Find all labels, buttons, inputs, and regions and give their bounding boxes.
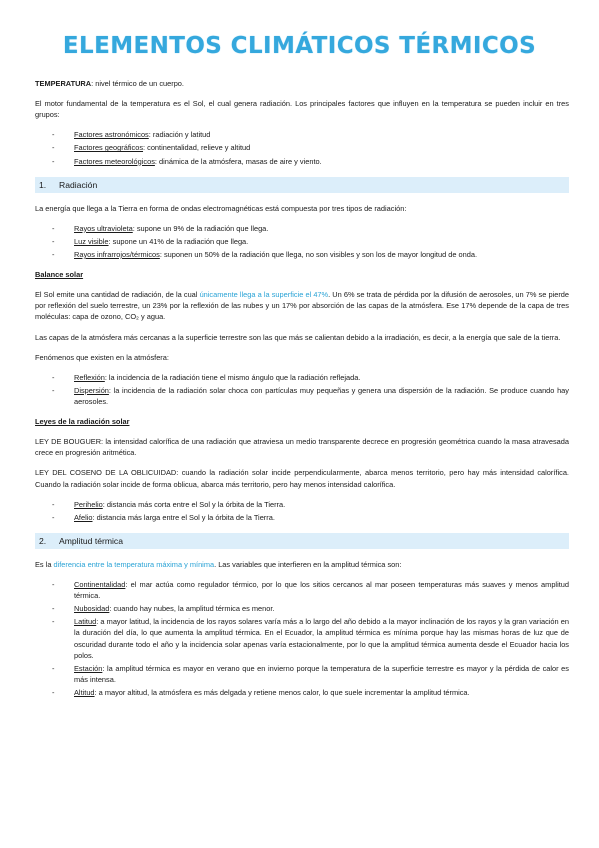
rays-list (35, 223, 569, 260)
dash-bullet-icon: - (52, 385, 55, 395)
highlight-text: diferencia entre la temperatura máxima y mínima (53, 559, 215, 569)
dash-bullet-icon: - (52, 236, 55, 246)
dash-bullet-icon: - (52, 130, 55, 140)
dash-bullet-icon: - (52, 604, 55, 614)
list-item: - Perihelio: distancia más corta entre el Sol y la órbita de la Tierra. (52, 499, 286, 509)
section-heading-amplitud: 2. Amplitud térmica (35, 533, 569, 549)
list-item: - Factores meteorológicos: dinámica de la atmósfera, masas de aire y viento. (52, 156, 322, 166)
list-item: - Factores astronómicos: radiación y latitud (52, 130, 211, 140)
phenomena-list (35, 372, 569, 407)
document-title: ELEMENTOS CLIMÁTICOS TÉRMICOS (62, 33, 537, 59)
variables-list (35, 579, 569, 698)
list-item: - Dispersión: la incidencia de la radiación solar choca con partículas muy pequeñas y genera una dispersión de la radiación. Se produce cuando hay aerosoles. (52, 385, 569, 406)
factors-list (35, 129, 569, 166)
coseno-paragraph: LEY DEL COSENO DE LA OBLICUIDAD: cuando la radiación solar incide perpendicularmente, abarca menos territorio, pero hay más intensidad calorífica. Cuando la radiación solar incide de forma oblicua, abarca más territorio, pero hay menos intensidad calorífica. (35, 468, 569, 489)
dash-bullet-icon: - (52, 687, 55, 697)
motor-paragraph: El motor fundamental de la temperatura es el Sol, el cual genera radiación. Los principales factores que influyen en la temperatura se pueden incluir en tres grupos: (35, 99, 569, 120)
dash-bullet-icon: - (52, 372, 55, 382)
document-body (35, 78, 569, 707)
balance-solar-heading: Balance solar (35, 270, 84, 280)
dash-bullet-icon: - (52, 143, 55, 153)
list-item: - Factores geográficos: continentalidad, relieve y altitud (52, 143, 251, 153)
dash-bullet-icon: - (52, 156, 55, 166)
list-item: - Luz visible: supone un 41% de la radiación que llega. (52, 236, 249, 246)
capas-paragraph: Las capas de la atmósfera más cercanas a la superficie terrestre son las que más se calientan debido a la irradiación, es decir, a la energía que sale de la tierra. (35, 332, 561, 342)
fenomenos-paragraph: Fenómenos que existen en la atmósfera: (35, 352, 169, 362)
amplitud-intro: Es la diferencia entre la temperatura máxima y mínima. Las variables que interfieren en la amplitud térmica son: (35, 559, 402, 569)
list-item: - Continentalidad: el mar actúa como regulador térmico, por lo que los sitios cercanos al mar poseen temperaturas más suaves y menos amplitud térmica. (52, 579, 569, 601)
radiation-intro: La energía que llega a la Tierra en forma de ondas electromagnéticas está compuesta por tres tipos de radiación: (35, 203, 407, 213)
dash-bullet-icon: - (52, 512, 55, 522)
leyes-heading: Leyes de la radiación solar (35, 417, 130, 427)
bouguer-paragraph: LEY DE BOUGUER: la intensidad calorífica de una radiación que atraviesa un medio transparente decrece en progresión geométrica cuando la masa atravesada crece en progresión aritmética. (35, 437, 569, 458)
list-item: - Latitud: a mayor latitud, la incidencia de los rayos solares varía más a lo largo del año debido a la mayor inclinación de los rayos y la gran variación en la duración del día, lo que aumenta la amplitud térmica. En el Ecuador, la amplitud térmica es mínima porque hay las mismas horas de luz que de oscuridad durante todo el año y la incidencia solar apenas varía estacionalmente, por lo que la amplitud térmica aumenta desde el Ecuador hacia los polos. (52, 617, 569, 660)
list-item: - Estación: la amplitud térmica es mayor en verano que en invierno porque la temperatura de la superficie terrestre es mayor y la pérdida de calor es más intensa. (52, 663, 569, 684)
dash-bullet-icon: - (52, 223, 55, 233)
dash-bullet-icon: - (52, 617, 55, 627)
temperature-label: TEMPERATURA (35, 79, 92, 88)
dash-bullet-icon: - (52, 249, 55, 259)
list-item: - Reflexión: la incidencia de la radiación tiene el mismo ángulo que la radiación reflejada. (52, 372, 361, 382)
dash-bullet-icon: - (52, 663, 55, 673)
list-item: - Rayos ultravioleta: supone un 9% de la radiación que llega. (52, 223, 269, 233)
highlight-text: únicamente llega a la superficie el 47% (199, 290, 329, 300)
dash-bullet-icon: - (52, 579, 55, 589)
section-heading-radiacion: 1. Radiación (35, 177, 569, 193)
temperature-definition: TEMPERATURA: nivel térmico de un cuerpo. (35, 79, 184, 88)
list-item: - Altitud: a mayor altitud, la atmósfera es más delgada y retiene menos calor, lo que suele incrementar la amplitud térmica. (52, 687, 470, 697)
list-item: - Nubosidad: cuando hay nubes, la amplitud térmica es menor. (52, 604, 275, 614)
dash-bullet-icon: - (52, 499, 55, 509)
orbit-list (35, 499, 569, 523)
balance-paragraph: El Sol emite una cantidad de radiación, de la cual únicamente llega a la superficie el 47%. Un 6% se trata de pérdida por la difusión de aerosoles, un 7% se pierde por reflexión del suelo terrestre, un 23% por la reflexión de las nubes y un 17% por absorción de las capas de la atmósfera. Ese 17% depende de la capa de tres moléculas: capa de ozono, CO₂ y agua. (35, 290, 569, 322)
list-item: - Afelio: distancia más larga entre el Sol y la órbita de la Tierra. (52, 512, 275, 522)
list-item: - Rayos infrarrojos/térmicos: suponen un 50% de la radiación que llega, no son visibles y son los de mayor longitud de onda. (52, 249, 478, 259)
